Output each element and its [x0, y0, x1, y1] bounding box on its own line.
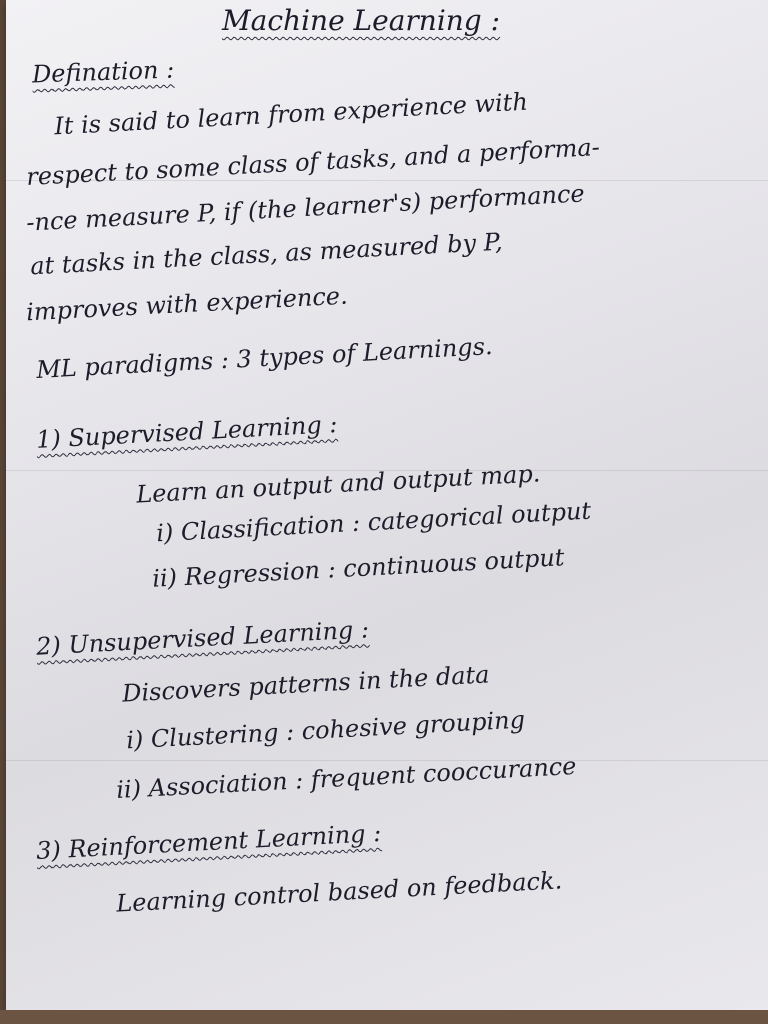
paradigms-heading: ML paradigms : 3 types of Learnings. — [35, 332, 494, 384]
definition-line: respect to some class of tasks, and a performa- — [25, 132, 601, 192]
list-item: ii) Association : frequent cooccurance — [115, 751, 578, 805]
definition-line: at tasks in the class, as measured by P, — [29, 227, 504, 281]
definition-heading: Defination : — [31, 55, 175, 89]
definition-line: improves with experience. — [25, 281, 349, 327]
section-title-unsupervised: 2) Unsupervised Learning : — [35, 615, 370, 661]
list-item: i) Classification : categorical output — [155, 496, 592, 548]
list-item: i) Clustering : cohesive grouping — [125, 705, 526, 755]
section-title-supervised: 1) Supervised Learning : — [35, 410, 339, 454]
definition-line: It is said to learn from experience with — [53, 87, 529, 141]
section-title-reinforcement: 3) Reinforcement Learning : — [35, 818, 382, 866]
section-description: Learning control based on feedback. — [115, 866, 563, 918]
list-item: ii) Regression : continuous output — [151, 543, 566, 593]
table-surface — [0, 1010, 768, 1024]
section-description: Learn an output and output map. — [135, 459, 541, 509]
definition-line: -nce measure P, if (the learner's) performance — [25, 179, 586, 237]
page-title: Machine Learning : — [222, 4, 501, 37]
notebook-page — [6, 0, 768, 1010]
section-description: Discovers patterns in the data — [121, 660, 491, 708]
